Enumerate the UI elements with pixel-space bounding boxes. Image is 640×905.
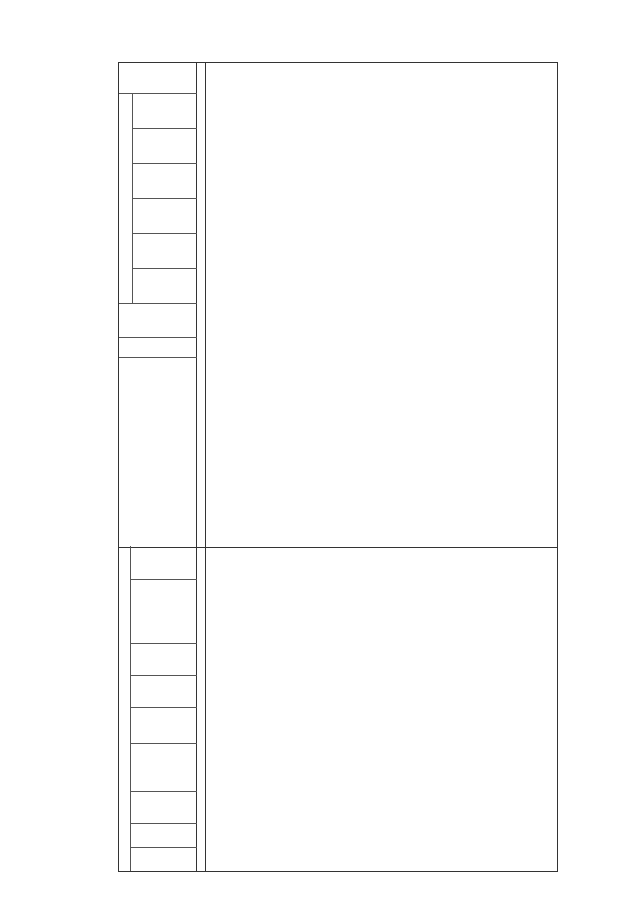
code-col-expense-type [131, 546, 197, 579]
header-2023 [133, 128, 197, 163]
indicators-table [118, 62, 558, 547]
code-number-row [197, 548, 206, 871]
program-table-sheet [118, 62, 558, 872]
budget-code-grid [118, 547, 558, 872]
code-col-main-event [131, 791, 197, 823]
code-col-agency [131, 707, 197, 743]
indicators-header [119, 63, 197, 547]
header-2019 [133, 268, 197, 303]
header-base-value [119, 303, 197, 337]
code-col-event [131, 743, 197, 791]
code-grid-title [119, 546, 131, 871]
rotated-table-frame [118, 62, 558, 872]
code-col-program [131, 847, 197, 871]
header-2024 [133, 93, 197, 128]
header-unit [119, 337, 197, 357]
header-2021 [133, 198, 197, 233]
column-number-row [197, 63, 206, 547]
header-name [119, 357, 197, 547]
header-2020 [133, 233, 197, 268]
header-2022 [133, 163, 197, 198]
code-col-target-article [131, 579, 197, 643]
header-years-group [119, 93, 133, 303]
code-grid-header [119, 548, 197, 871]
code-col-subprogram [131, 823, 197, 847]
header-final-value [119, 62, 197, 93]
code-col-subsection [131, 643, 197, 675]
code-col-section [131, 675, 197, 707]
